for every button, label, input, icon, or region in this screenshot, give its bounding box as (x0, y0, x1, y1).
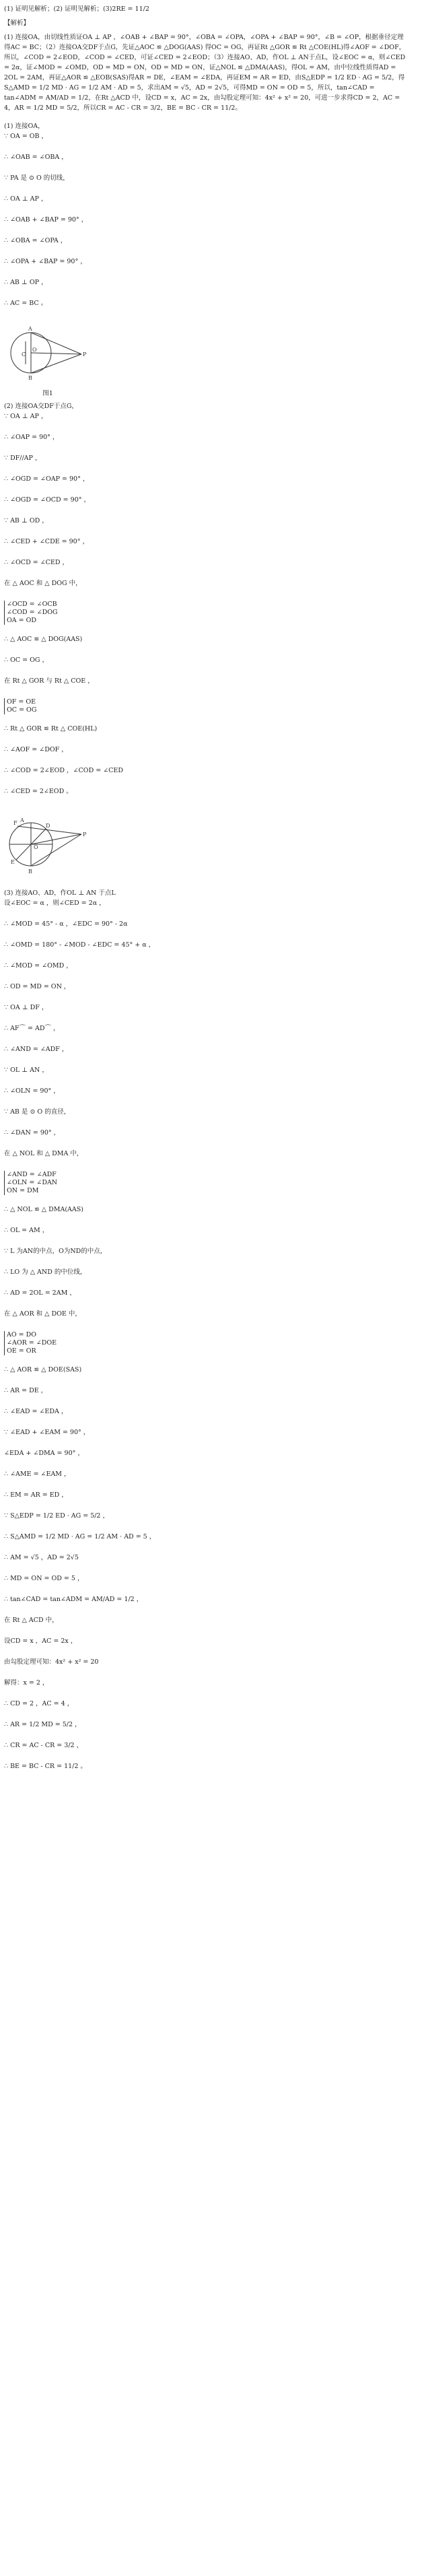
proof-line: 由勾股定理可知：4x² + x² = 20 (4, 1658, 99, 1666)
proof-line: ∴ AM = √5 ，AD = 2√5 (4, 1554, 79, 1561)
system-equation: ∠AOR = ∠DOE (7, 1339, 57, 1347)
analysis-label: 【解析】 (4, 20, 30, 27)
svg-text:P: P (83, 351, 87, 358)
part1-figure-caption: 图1 (42, 390, 53, 397)
system-equation: OF = OE (7, 698, 36, 706)
svg-text:D: D (46, 823, 50, 829)
proof-line: ∴ ∠AOF = ∠DOF ， (4, 746, 68, 753)
proof-line: ∵ OA ⊥ DF ， (4, 1004, 48, 1011)
proof-line: ∴ OD = MD = ON ， (4, 983, 71, 990)
part2-figure (4, 807, 92, 881)
answer-line: (1) 证明见解析；(2) 证明见解析；(3)2RE = 11/2 (4, 5, 149, 13)
system-equation: ∠OCD = ∠OCB (7, 601, 57, 608)
proof-line: ∠EDA + ∠DMA = 90° ， (4, 1450, 84, 1457)
part1-proof-lines (4, 131, 408, 308)
part2-proof-lines-a (4, 411, 408, 588)
part3-heading: (3) 连接AO、AD，作OL ⊥ AN 于点L (4, 889, 116, 897)
part3-system-b (4, 1331, 57, 1355)
proof-line: ∴ ∠COD = 2∠EOD ，∠COD = ∠CED (4, 767, 123, 774)
svg-text:B: B (28, 869, 32, 875)
proof-line: ∴ BE = BC - CR = 11/2 。 (4, 1763, 87, 1770)
system-equation: ∠OLN = ∠DAN (7, 1179, 58, 1186)
proof-line: 在 △ NOL 和 △ DMA 中， (4, 1150, 83, 1157)
proof-line: ∴ ∠DAN = 90° ， (4, 1129, 61, 1137)
part3-system-a (4, 1171, 57, 1195)
proof-line: ∵ OA = OB ， (4, 133, 48, 140)
proof-line: ∴ ∠OGD = ∠OAP = 90° ， (4, 475, 90, 483)
part3-proof-lines-a (4, 898, 408, 1159)
summary-paragraph: (1) 连接OA，由切线性质证OA ⊥ AP ，∠OAB + ∠BAP = 90°，∠OBA = ∠OPA，∠OPA + ∠BAP = 90°，∠B = ∠OP，根据垂径定理得AC = BC；（2）连接OA交DF于点G，先证△AOC ≌ △DOG(AAS) 得OC = OG，再证Rt △GOR ≌ Rt △COE(HL)得∠AOF = ∠DOF，所以，∠COD = 2∠EOD，∠COD = ∠CED，可证∠CED = 2∠EOD；（3）连接AO、AD，作OL ⊥ AN于点L，设∠EOC = α，则∠CED = 2α，证∠MOD = ∠OMD，OD = MD = ON，OD = MD = ON，证△NOL ≌ △DMA(AAS)，得OL = AM，由中位线性质得AD = 2OL = 2AM，再证△AOR ≌ △EOB(SAS)得AR = DE，∠EAM = ∠EDA，再证EM = AR = ED，由S△EDP = 1/2 ED · AG = 5/2，得S△AMD = 1/2 MD · AG = 1/2 AM · AD = 5，求出AM = √5，AD = 2√5，可得MD = ON = OD = 5，所以，tan∠CAD = tan∠ADM = AM/AD = 1/2，在Rt △ACD 中，设CD = x，AC = 2x，由勾股定理可知：4x² + x² = 20，可进一步求得CD = 2，AC = 4，AR = 1/2 MD = 5/2，所以CR = AC - CR = 3/2，BE = BC - CR = 11/2。 (4, 34, 406, 112)
part2-section (4, 401, 408, 881)
part1-figure (4, 319, 92, 386)
proof-line: ∴ △ NOL ≌ △ DMA(AAS) (4, 1206, 83, 1213)
proof-line: 设∠EOC = α ，则∠CED = 2α ， (4, 900, 106, 907)
proof-line: ∴ LO 为 △ AND 的中位线， (4, 1268, 87, 1276)
svg-text:O: O (34, 844, 38, 850)
proof-line: ∴ ∠OCD = ∠CED ， (4, 559, 69, 566)
proof-line: ∴ OL = AM ， (4, 1227, 49, 1234)
proof-line: 在 Rt △ GOR 与 Rt △ COE ， (4, 677, 94, 685)
proof-line: ∴ OA ⊥ AP ， (4, 195, 48, 203)
system-equation: ∠COD = ∠DOG (7, 609, 58, 616)
part2-system-a (4, 601, 58, 625)
system-equation: OC = OG (7, 706, 37, 714)
proof-line: 解得：x = 2 ， (4, 1679, 49, 1687)
part2-heading: (2) 连接OA交DF于点G， (4, 403, 78, 410)
proof-line: ∴ ∠OAB = ∠OBA ， (4, 154, 68, 161)
proof-line: ∴ OC = OG ， (4, 656, 49, 664)
proof-line: 在 Rt △ ACD 中， (4, 1617, 59, 1624)
spacer (4, 114, 408, 121)
system-equation: OA = OD (7, 617, 37, 624)
svg-text:A: A (20, 817, 24, 823)
proof-line: ∵ OL ⊥ AN ， (4, 1066, 48, 1074)
proof-line: ∴ AB ⊥ OP ， (4, 279, 48, 286)
system-equation: AO = DO (7, 1331, 37, 1338)
proof-line: ∵ DF//AP ， (4, 454, 42, 462)
proof-line: ∵ ∠EAD + ∠EAM = 90° ， (4, 1429, 90, 1436)
proof-line: ∴ ∠AME = ∠EAM ， (4, 1470, 71, 1478)
part2-proof-lines-c (4, 724, 408, 796)
part3-proof-lines-c (4, 1365, 408, 1771)
proof-line: ∴ AC = BC 。 (4, 300, 48, 307)
proof-line: ∵ AB 是 ⊙ O 的直径， (4, 1108, 71, 1116)
proof-line: ∴ EM = AR = ED ， (4, 1491, 68, 1499)
proof-line: ∴ AF⌒ = AD⌒ ， (4, 1025, 60, 1032)
proof-line: ∴ ∠MOD = 45° - α ，∠EDC = 90° - 2α (4, 920, 128, 928)
proof-line: ∴ ∠CED = 2∠EOD 。 (4, 788, 73, 795)
proof-line: ∴ ∠OAP = 90° ， (4, 434, 59, 441)
svg-text:E: E (11, 859, 15, 865)
proof-line: ∴ ∠OLN = 90° ， (4, 1087, 60, 1095)
solution-document (4, 4, 408, 1782)
part2-proof-lines-b (4, 634, 408, 686)
part1-heading: (1) 连接OA， (4, 123, 44, 130)
proof-line: 设CD = x ，AC = 2x ， (4, 1637, 77, 1645)
svg-text:F: F (13, 820, 17, 826)
part1-section (4, 121, 408, 397)
proof-line: ∴ ∠MOD = ∠OMD ， (4, 962, 73, 970)
proof-line: ∴ S△AMD = 1/2 MD · AG = 1/2 AM · AD = 5 ， (4, 1533, 156, 1540)
spacer (4, 883, 408, 888)
proof-line: ∴ ∠OAB + ∠BAP = 90° ， (4, 216, 88, 224)
proof-line: ∴ CD = 2 ，AC = 4 ， (4, 1700, 74, 1707)
proof-line: ∴ Rt △ GOR ≌ Rt △ COE(HL) (4, 725, 98, 733)
proof-line: ∴ ∠OGD = ∠OCD = 90° ， (4, 496, 91, 504)
proof-line: ∴ ∠OBA = ∠OPA ， (4, 237, 67, 244)
system-equation: ∠AND = ∠ADF (7, 1171, 57, 1178)
proof-line: ∵ OA ⊥ AP ， (4, 413, 48, 420)
svg-text:A: A (28, 326, 32, 332)
proof-line: ∴ CR = AC - CR = 3/2 ， (4, 1742, 83, 1749)
proof-line: ∵ AB ⊥ OD ， (4, 517, 48, 524)
proof-line: ∴ AD = 2OL = 2AM ， (4, 1289, 76, 1297)
svg-text:B: B (28, 375, 32, 381)
proof-line: ∴ MD = ON = OD = 5 ， (4, 1575, 84, 1582)
proof-line: ∴ ∠OMD = 180° - ∠MOD - ∠EDC = 45° + α ， (4, 941, 155, 949)
proof-line: ∵ L 为AN的中点，O为ND的中点， (4, 1248, 107, 1255)
proof-line: 在 △ AOC 和 △ DOG 中， (4, 580, 82, 587)
proof-line: ∵ PA 是 ⊙ O 的切线， (4, 174, 69, 182)
proof-line: ∴ AR = DE ， (4, 1387, 48, 1394)
proof-line: ∴ tan∠CAD = tan∠ADM = AM/AD = 1/2 ， (4, 1596, 143, 1603)
proof-line: ∴ AR = 1/2 MD = 5/2 ， (4, 1721, 81, 1728)
proof-line: ∴ △ AOR ≌ △ DOE(SAS) (4, 1366, 82, 1374)
proof-line: ∵ S△EDP = 1/2 ED · AG = 5/2 ， (4, 1512, 109, 1520)
proof-line: ∴ ∠EAD = ∠EDA ， (4, 1408, 68, 1415)
svg-text:P: P (83, 832, 87, 838)
system-equation: OE = OR (7, 1347, 36, 1355)
proof-line: ∴ ∠AND = ∠ADF ， (4, 1046, 69, 1053)
part2-system-b (4, 698, 36, 714)
proof-line: ∴ △ AOC ≌ △ DOG(AAS) (4, 636, 83, 643)
proof-line: ∴ ∠CED + ∠CDE = 90° ， (4, 538, 89, 545)
proof-line: 在 △ AOR 和 △ DOE 中， (4, 1310, 81, 1318)
svg-text:O: O (32, 347, 37, 353)
proof-line: ∴ ∠OPA + ∠BAP = 90° ， (4, 258, 87, 265)
system-equation: ON = DM (7, 1187, 39, 1194)
svg-text:C: C (22, 351, 26, 358)
part3-section (4, 888, 408, 1771)
part3-proof-lines-b (4, 1205, 408, 1319)
